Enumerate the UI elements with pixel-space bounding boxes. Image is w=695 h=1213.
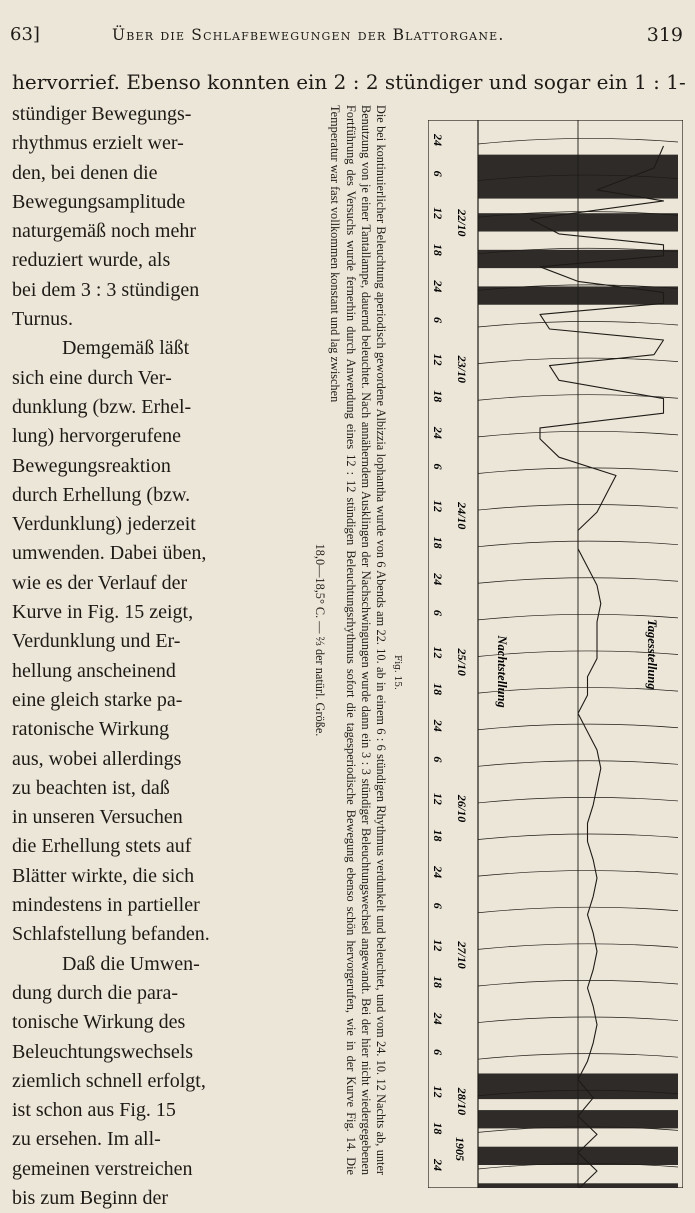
text-line: Schlafstellung befanden. — [12, 923, 210, 946]
text-line: dung durch die para- — [12, 981, 179, 1004]
body-text-column — [12, 100, 242, 1213]
hour-tick-label: 6 — [431, 463, 445, 470]
text-line: zu beachten ist, daß — [12, 776, 170, 799]
text-line: naturgemäß noch mehr — [12, 220, 197, 243]
text-line: tonische Wirkung des — [12, 1011, 186, 1034]
text-line: ist schon aus Fig. 15 — [12, 1099, 176, 1122]
hour-tick-label: 12 — [431, 353, 445, 366]
text-line: Kurve in Fig. 15 zeigt, — [12, 601, 194, 624]
caption-last-line: 18,0—18,5° C. — ⅔ der natürl. Größe. — [313, 543, 328, 737]
text-line: rhythmus erzielt wer- — [12, 132, 184, 155]
hour-tick-label: 24 — [431, 280, 445, 293]
text-line: ziemlich schnell erfolgt, — [12, 1069, 206, 1092]
text-line: mindestens in partieller — [12, 894, 200, 917]
caption-text: Die bei kontinuierlicher Beleuchtung aperiodisch gewordene Albizzia lophantha wurde von 6 Abends am 22. 10. ab in einem 6 : 6 stündigen Rhythmus verdunkelt und beleuchtet, und vom 24. 10. 12 Nachts ab, unter Benutzung von je einer Tantallampe, dauernd beleuchtet. Nach annäherndem Ausklingen der Nachschwingungen wurde dann ein 3 : 3 stündiger Beleuchtungswechsel angewandt. Bei der hier nicht wiedergegebenen Fortführung des Versuchs wurde fernerhin durch Anwendung eines 12 : 12 stündigen Beleuchtungsrhythmus sofort die tagesperiodische Bewegung ebenso schön hervorgerufen, wie in der Kurve Fig. 14. Die Temperatur war fast vollkommen konstant und lag zwischen — [328, 105, 388, 1175]
text-line: Demgemäß läßt — [62, 337, 190, 360]
text-line: Bewegungsreaktion — [12, 454, 171, 477]
date-label: 24/10 — [455, 502, 469, 530]
text-line: wie es der Verlauf der — [12, 571, 188, 594]
text-line: eine gleich starke pa- — [12, 688, 183, 711]
hour-tick-label: 24 — [431, 866, 445, 879]
label-tagesstellung: Tagesstellung — [645, 619, 659, 690]
date-label: 27/10 — [455, 941, 469, 969]
figure-label: Fig. 15. — [392, 655, 402, 690]
text-line: hellung anscheinend — [12, 659, 176, 682]
text-line: den, bei denen die — [12, 161, 158, 184]
text-line: bei dem 3 : 3 stündigen — [12, 278, 200, 301]
text-line: Verdunklung und Er- — [12, 630, 181, 653]
year-label: 1905 — [453, 1137, 467, 1162]
hour-tick-label: 18 — [431, 243, 445, 256]
text-line: durch Erhellung (bzw. — [12, 483, 191, 506]
date-label: 26/10 — [455, 794, 469, 823]
hour-tick-label: 6 — [431, 902, 445, 909]
date-label: 23/10 — [455, 355, 469, 383]
text-line: Beleuchtungswechsels — [12, 1040, 194, 1063]
hour-tick-label: 18 — [431, 1122, 445, 1135]
hour-tick-label: 6 — [431, 609, 445, 616]
text-line: ratonische Wirkung — [12, 718, 170, 741]
text-line: sich eine durch Ver- — [12, 366, 172, 389]
hour-tick-label: 18 — [431, 390, 445, 403]
hour-tick-label: 12 — [431, 500, 445, 513]
page-number: 319 — [646, 24, 683, 46]
movement-curve-figure — [428, 120, 683, 1188]
hour-tick-label: 24 — [431, 1012, 445, 1025]
text-line: zu ersehen. Im all- — [12, 1128, 161, 1151]
running-header — [10, 24, 683, 52]
text-line: die Erhellung stets auf — [12, 835, 192, 858]
label-nachtstellung: Nachtstellung — [495, 635, 509, 708]
text-line: bis zum Beginn der — [12, 1186, 169, 1209]
text-line: Blätter wirkte, die sich — [12, 864, 195, 887]
figure-15 — [428, 120, 683, 1188]
date-label: 22/10 — [455, 209, 469, 237]
text-line: lung) hervorgerufene — [12, 425, 182, 448]
text-line: gemeinen verstreichen — [12, 1157, 193, 1180]
date-label: 28/10 — [455, 1087, 469, 1116]
hour-tick-label: 24 — [431, 719, 445, 732]
hour-tick-label: 6 — [431, 756, 445, 763]
hour-tick-label: 24 — [431, 426, 445, 439]
hour-tick-label: 18 — [431, 683, 445, 696]
text-line: in unseren Versuchen — [12, 806, 183, 829]
text-line: reduziert wurde, als — [12, 249, 171, 272]
hour-tick-label: 12 — [431, 1085, 445, 1098]
date-label: 25/10 — [455, 648, 469, 676]
hour-tick-label: 24 — [431, 134, 445, 146]
chapter-number: 63] — [10, 24, 40, 45]
hour-tick-label: 24 — [431, 573, 445, 586]
body-first-line: hervorrief. Ebenso konnten ein 2 : 2 stündiger und sogar ein 1 : 1- — [12, 70, 686, 94]
text-line: Verdunklung) jederzeit — [12, 513, 196, 536]
hour-tick-label: 18 — [431, 975, 445, 988]
running-title: Über die Schlafbewegungen der Blattorgane. — [112, 26, 505, 44]
hour-tick-label: 24 — [431, 1159, 445, 1171]
hour-tick-label: 12 — [431, 939, 445, 952]
hour-tick-label: 18 — [431, 829, 445, 842]
hour-tick-label: 6 — [431, 1049, 445, 1056]
text-line: umwenden. Dabei üben, — [12, 542, 207, 565]
text-line: dunklung (bzw. Erhel- — [12, 395, 192, 418]
text-line: stündiger Bewegungs- — [12, 103, 192, 125]
hour-tick-label: 6 — [431, 317, 445, 324]
hour-tick-label: 12 — [431, 792, 445, 805]
hour-tick-label: 18 — [431, 536, 445, 549]
hour-tick-label: 12 — [431, 646, 445, 659]
text-line: Bewegungsamplitude — [12, 190, 186, 213]
text-line: aus, wobei allerdings — [12, 747, 182, 770]
text-line: Daß die Umwen- — [62, 952, 200, 975]
hour-tick-label: 12 — [431, 207, 445, 220]
text-line: Turnus. — [12, 308, 73, 331]
figure-caption — [312, 105, 388, 1175]
hour-tick-label: 6 — [431, 170, 445, 177]
